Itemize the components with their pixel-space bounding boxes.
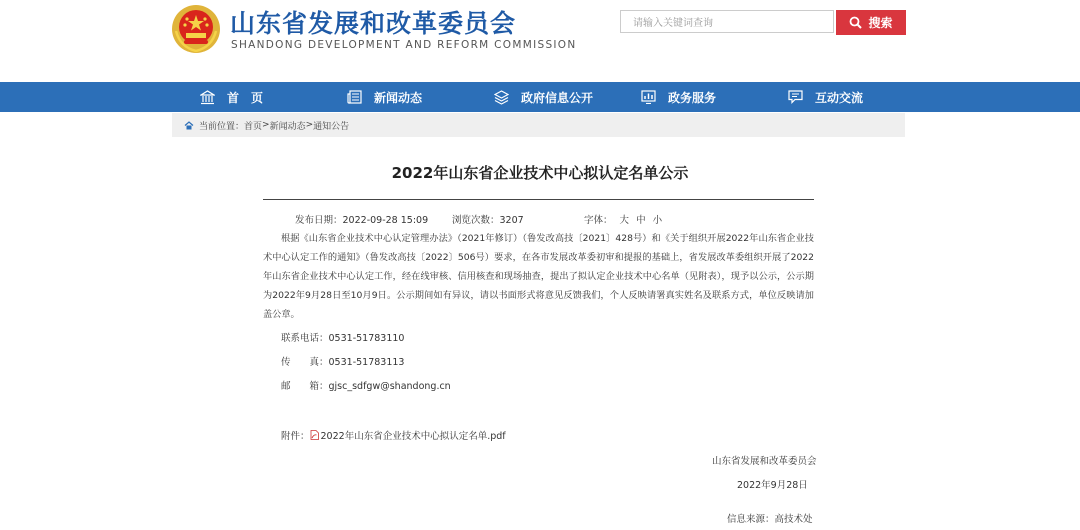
search-icon	[849, 16, 862, 29]
main-nav	[0, 82, 1080, 112]
signature-date: 2022年9月28日	[737, 480, 808, 491]
nav-item-services[interactable]	[641, 82, 716, 112]
view-count-label: 浏览次数：	[452, 215, 500, 226]
nav-item-label: 政府信息公开	[521, 90, 594, 105]
nav-item-interaction[interactable]	[788, 82, 863, 112]
contact-value: gjsc_sdfgw@shandong.cn	[328, 381, 451, 392]
contact-value: 0531-51783113	[328, 357, 405, 368]
home-icon	[184, 121, 194, 130]
article-body: 根据《山东省企业技术中心认定管理办法》（2021年修订）（鲁发改高技〔2021〕428号）和《关于组织开展2022年山东省企业技术中心认定工作的通知》（鲁发改高技〔2022〕506号）要求，在各市发展改革委初审和提报的基础上，省发展改革委组织开展了2022年山东省企业技术中心认定工作，经在线审核、信用核查和现场抽查，提出了拟认定企业技术中心名单（见附表），现予以公示，公示期为2022年9月28日至10月9日。公示期间如有异议，请以书面形式将意见反馈我们，个人反映请署真实姓名及联系方式，单位反映请加盖公章。	[263, 233, 814, 320]
nav-item-label: 政务服务	[668, 90, 717, 105]
nav-item-label: 首 页	[227, 90, 264, 105]
breadcrumb-prefix: 当前位置：	[199, 121, 245, 132]
layers-icon	[494, 90, 509, 105]
chart-icon	[641, 90, 656, 104]
font-size-large[interactable]: 大	[619, 215, 630, 226]
contact-phone	[281, 330, 404, 344]
contact-label: 传 真：	[281, 357, 329, 368]
title-divider	[263, 199, 814, 200]
pdf-icon	[310, 430, 319, 440]
breadcrumb-separator: >	[305, 120, 314, 130]
contact-value: 0531-51783110	[328, 333, 405, 344]
national-emblem-icon	[170, 3, 222, 55]
newspaper-icon	[347, 90, 362, 104]
search-button-label: 搜索	[868, 16, 893, 30]
nav-item-label: 互动交流	[815, 90, 864, 105]
breadcrumb-notice[interactable]: 通知公告	[313, 121, 350, 132]
font-size-medium[interactable]: 中	[636, 215, 646, 226]
breadcrumb-news[interactable]: 新闻动态	[269, 121, 306, 132]
breadcrumb-separator: >	[262, 120, 270, 130]
signature-org: 山东省发展和改革委员会	[712, 456, 817, 467]
publish-date-label: 发布日期：	[295, 215, 343, 226]
publish-date	[295, 212, 428, 226]
nav-item-label: 新闻动态	[374, 90, 423, 105]
publish-date-value: 2022-09-28 15:09	[342, 215, 429, 226]
search-button[interactable]	[836, 10, 906, 35]
search-box	[620, 10, 834, 33]
article-title: 2022年山东省企业技术中心拟认定名单公示	[391, 164, 689, 182]
site-header	[0, 0, 1080, 82]
attachment	[281, 428, 506, 442]
bank-icon	[200, 90, 215, 105]
contact-label: 联系电话：	[281, 333, 329, 344]
nav-item-news[interactable]	[347, 82, 422, 112]
chat-icon	[788, 90, 803, 104]
nav-item-gov-info[interactable]	[494, 82, 593, 112]
source-label: 信息来源：	[727, 514, 775, 525]
site-title: 山东省发展和改革委员会	[230, 9, 517, 38]
view-count	[452, 212, 524, 226]
view-count-value: 3207	[499, 215, 524, 226]
breadcrumb-home[interactable]: 首页	[244, 121, 263, 132]
info-source	[727, 511, 813, 525]
font-size-switcher	[584, 212, 662, 226]
nav-item-home[interactable]	[200, 82, 263, 112]
search-input[interactable]	[621, 13, 833, 34]
source-value: 高技术处	[774, 514, 813, 525]
site-subtitle: SHANDONG DEVELOPMENT AND REFORM COMMISSION	[231, 39, 577, 51]
attachment-link[interactable]: 2022年山东省企业技术中心拟认定名单.pdf	[320, 431, 506, 442]
font-size-small[interactable]: 小	[652, 215, 663, 226]
contact-email	[281, 378, 451, 392]
font-size-label: 字体：	[584, 215, 613, 226]
contact-fax	[281, 354, 404, 368]
breadcrumb	[172, 113, 905, 137]
attachment-label: 附件：	[281, 431, 310, 442]
contact-label: 邮 箱：	[281, 381, 329, 392]
